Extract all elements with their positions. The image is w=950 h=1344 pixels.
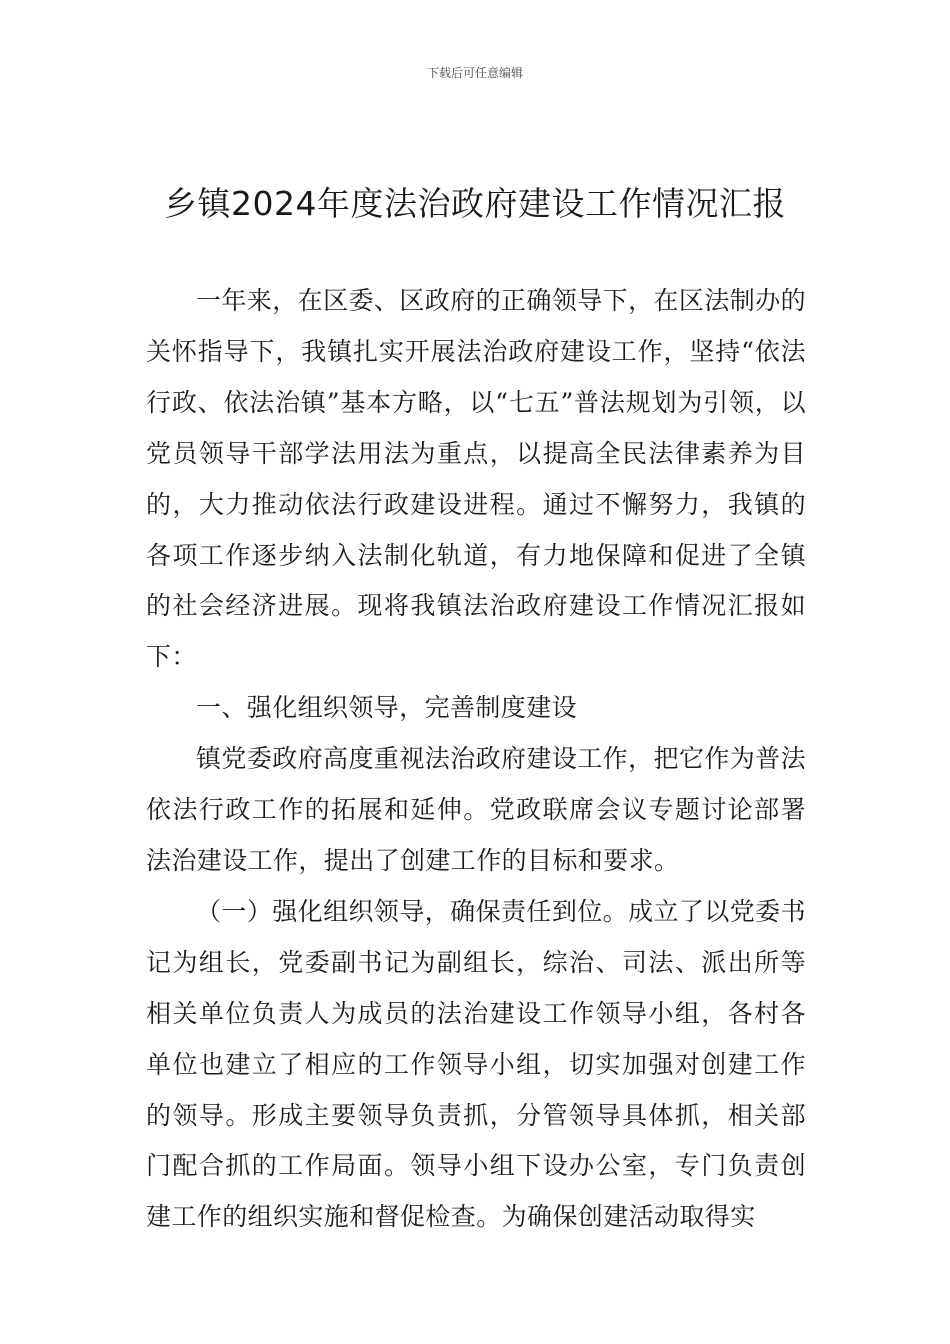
- section-heading: 一、强化组织领导，完善制度建设: [196, 693, 578, 723]
- subsection-paragraph: （一）强化组织领导，确保责任到位。成立了以党委书记为组长，党委副书记为副组长，综治、司法、派出所等相关单位负责人为成员的法治建设工作领导小组，各村各单位也建立了相应的工作领导小组，切实加强对创建工作的领导。形成主要领导负责抓，分管领导具体抓，相关部门配合抓的工作局面。领导小组下设办公室，专门负责创建工作的组织实施和督促检查。为确保创建活动取得实: [146, 896, 806, 1232]
- document-body: [146, 276, 806, 1243]
- page-header-note: 下载后可任意编辑: [426, 66, 523, 80]
- intro-paragraph: 一年来，在区委、区政府的正确领导下，在区法制办的关怀指导下，我镇扎实开展法治政府建设工作，坚持“依法行政、依法治镇”基本方略，以“七五”普法规划为引领，以党员领导干部学法用法为重点，以提高全民法律素养为目的，大力推动依法行政建设进程。通过不懈努力，我镇的各项工作逐步纳入法制化轨道，有力地保障和促进了全镇的社会经济进展。现将我镇法治政府建设工作情况汇报如下：: [146, 286, 806, 672]
- section-paragraph: 镇党委政府高度重视法治政府建设工作，把它作为普法依法行政工作的拓展和延伸。党政联席会议专题讨论部署法治建设工作，提出了创建工作的目标和要求。: [146, 744, 806, 875]
- document-title: 乡镇2024年度法治政府建设工作情况汇报: [164, 184, 786, 223]
